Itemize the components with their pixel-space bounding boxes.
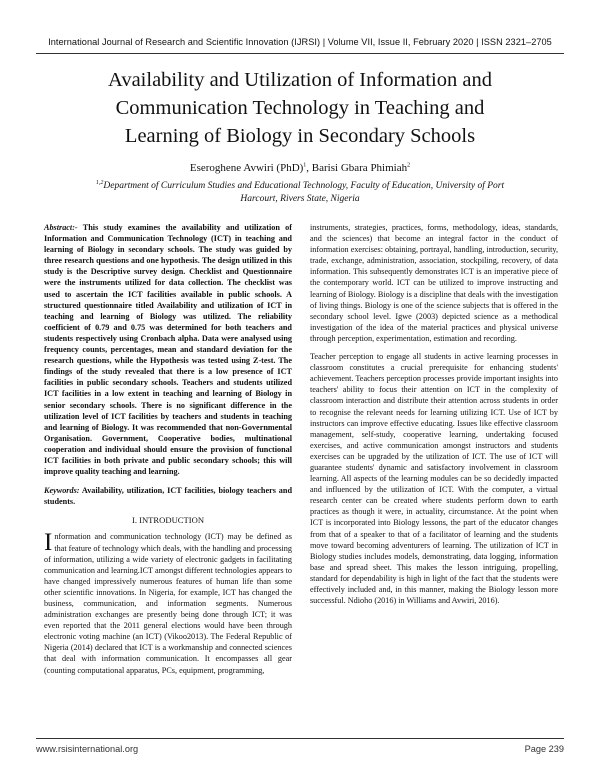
keywords [44,485,292,507]
title-line-3: Learning of Biology in Secondary Schools [124,125,476,147]
footer-website: www.rsisinternational.org [36,744,139,754]
author-separator: , [306,162,312,174]
section-heading: I. INTRODUCTION [131,515,205,526]
footer-rule [36,738,564,739]
title-line-2: Communication Technology in Teaching and [115,97,485,119]
author-2: Barisi Gbara Phimiah [311,162,408,174]
drop-cap: I [44,529,53,557]
right-column [310,222,558,606]
author-2-sup: 2 [407,162,411,169]
intro-paragraph [44,531,292,675]
keywords-label: Keywords: [44,486,80,496]
abstract-text: This study examines the availability and utilization of Information and Communication Technology (ICT) in teaching and learning of Biology in secondary schools. The study was guided by three research questions and one hypothesis. The design utilized in this study is the Descriptive survey design. Checklist and Questionnaire were the instruments utilized for data collection. The checklist was used to ascertain the ICT facilities available in public schools. A structured questionnaire titled Availability and utilization of ICT in teaching and learning of Biology was utilized. The reliability coefficient of 0.79 and 0.75 was determined for both teachers and students respectively using Cronbach alpha. Data were analysed using frequency counts, percentages, mean and standard deviation for the research questions, while the Hypothesis was tested using Z-test. The findings of the study revealed that there is a low presence of ICT facilities in public secondary schools. Teachers and students utilized ICT facilities in a low extent in teaching and learning of Biology in senior secondary schools. There is no significant difference in the utilization level of ICT facilities by teachers and students in teaching and learning of Biology. It was recommended that non-Governmental Organisation. Government, Cooperative bodies, multinational cooperation and individual should ensure the provision of functional ICT facilities in both private and public secondary schools; this will improve quality teaching and learning. [44,223,292,477]
paper-title [40,66,560,150]
author-1-sup: 1 [303,162,307,169]
keywords-text: Availability, utilization, ICT facilities, biology teachers and students. [44,486,292,507]
abstract [44,222,292,477]
intro-text: nformation and communication technology (ICT) may be defined as that feature of technology which deals, with the handling and processing of information, utilizing a wide variety of electronic gadgets in facilitating communication and learning.ICT amongst different technologies appears to have changed impressively numerous features of human life than some other scientific innovations. In Nigeria, for example, ICT has changed the business, communication, and information segments. Numerous administration exchanges are presently being done through ICT; it was even reported that the 2011 general elections would have been through electronic voting machine (an ICT) (Vikoo2013). The Federal Republic of Nigeria (2014) declared that ICT is a workmanship and connected sciences that deal with information communication. It encompasses all gear (counting computational apparatus, PCs, equipment, programming, [44,532,292,675]
right-paragraph-1: instruments, strategies, practices, forms, methodology, ideas, standards, and the sciences) that become an integral factor in the conduct of information exercises: obtaining, portrayal, handling, introduction, security, trade, exchange, administration, association, stockpiling, recovery, of data information. This subsequently demonstrates ICT is an imperative piece of the contemporary world. ICT can be utilized to improve instructing and learning of Biology. Biology is a discipline that deals with the investigation of living things. Biology is one of the science subjects that is offered in the secondary school level. Igwe (2003) depicted science as a methodical investigation of the idea of the material practices and physical universe through perception, experimentation, estimation and recording. [310,223,558,343]
title-line-1: Availability and Utilization of Information and [108,69,492,91]
abstract-label: Abstract:- [44,223,78,232]
header-rule [36,53,564,54]
affiliation-text: Department of Curriculum Studies and Educational Technology, Faculty of Education, University of Port Harcourt, Rivers State, Nigeria [103,181,505,205]
affiliation [90,177,510,206]
footer-page-number: Page 239 [524,744,564,754]
affiliation-sup: 1,2 [95,180,104,186]
journal-header: International Journal of Research and Scientific Innovation (IJRSI) | Volume VII, Issue II, February 2020 | ISSN 2321–2705 [48,37,552,47]
right-paragraph-2: Teacher perception to engage all students in active learning processes in classroom constitutes a crucial prerequisite for enhancing students' achievement. Teachers perception processes provide important insights into teachers' ability to focus their attention on ICT in the complexity of classroom interaction and distribute their attention across students in order to recognise the relevant needs for learning utilizing ICT. Use of ICT by instructors can improve effective educating. Issues like effective classroom management, self-study, cooperative learning, undertaking focused exercises, and active communication amongst instructors and students exercises can be upgraded by the utilization of ICT. The use of ICT will guarantee students' dynamic and satisfactory involvement in classroom learning. All aspects of the learning modules can be so decidedly impacted and influenced by the utilization of ICT. With the computer, a virtual research center can be created where students perform down to earth practices as though it were, in actuality, circumstance. At the point when ICT is incorporated into Biology lessons, the part of the educator changes from that of a speaker to that of a facilitator of learning and the students move toward becoming adventurers of learning. The utilization of ICT in Biology studies includes models, demonstrating, data logging, information base and spread sheet. This makes the lesson intriguing, propelling, standard for dependability is high in light of the fact that the students were effectively included and, in this manner, making the Biology lesson more successful. Ndioho (2016) in Williams and Avwiri, 2016). [310,352,558,606]
left-column [44,222,292,676]
author-1: Eseroghene Avwiri (PhD) [189,162,304,174]
authors-line [0,162,600,174]
